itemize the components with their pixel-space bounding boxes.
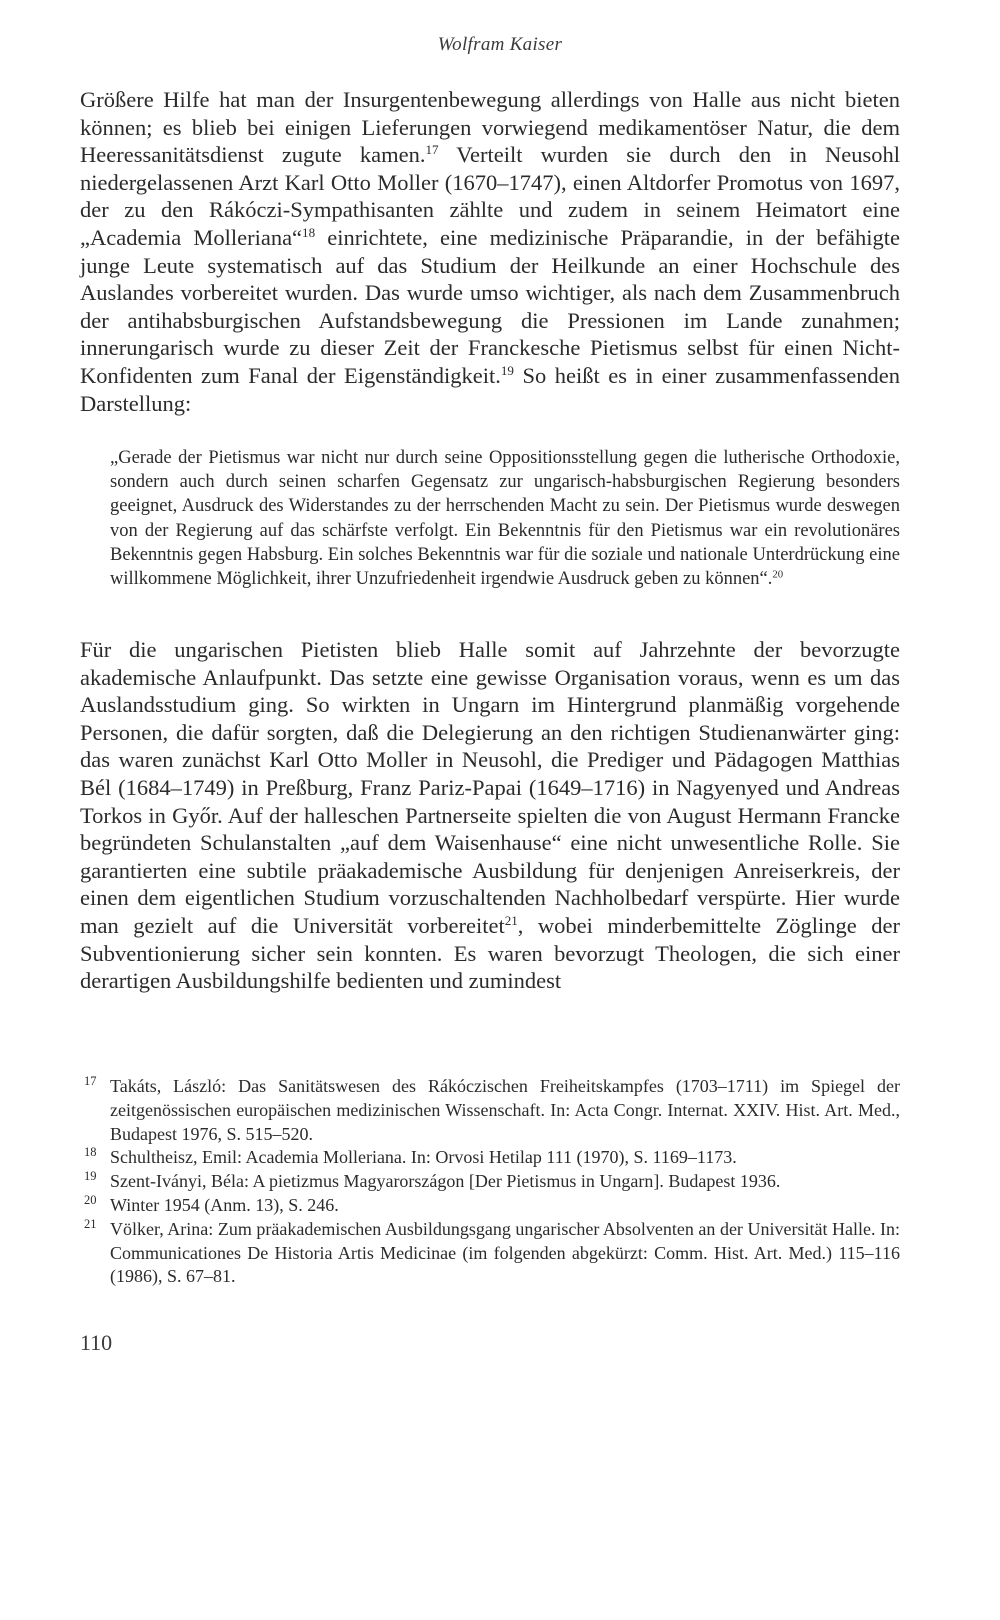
footnotes-section	[80, 1075, 900, 1289]
footnote-ref-19[interactable]: 19	[500, 362, 514, 378]
footnote-number: 19	[84, 1169, 97, 1184]
paragraph-text: Verteilt wurden sie durch den in Neusohl niedergelassenen Arzt Karl Otto Moller (1670–1747), einen Altdorfer Promotus von 1697, der zu den Rákóczi-Sympathisanten zählte und zudem in seinem Heimatort eine „Academia Molleriana“	[80, 142, 900, 250]
body-paragraph-1	[80, 86, 900, 417]
footnote-text: Schultheisz, Emil: Academia Molleriana. In: Orvosi Hetilap 111 (1970), S. 1169–1173.	[110, 1147, 737, 1168]
footnote-ref-17[interactable]: 17	[425, 142, 439, 158]
running-header	[0, 34, 1000, 56]
footnote-20	[80, 1194, 900, 1218]
footnote-ref-18[interactable]: 18	[302, 224, 316, 240]
footnote-text: Winter 1954 (Anm. 13), S. 246.	[110, 1194, 339, 1215]
footnote-number: 20	[84, 1192, 97, 1207]
running-header-author: Wolfram Kaiser	[437, 34, 563, 55]
footnote-number: 18	[84, 1145, 97, 1160]
footnote-text: Szent-Iványi, Béla: A pietizmus Magyarországon [Der Pietismus in Ungarn]. Budapest 1936.	[110, 1171, 781, 1192]
block-quote	[110, 446, 900, 591]
paragraph-text: Größere Hilfe hat man der Insurgentenbewegung allerdings von Halle aus nicht bieten können; es blieb bei einigen Lieferungen vorwiegend medikamentöser Natur, die dem Heeressanitätsdienst zugute kamen.	[80, 87, 900, 168]
paragraph-text: Für die ungarischen Pietisten blieb Halle somit auf Jahrzehnte der bevorzugte akademische Anlaufpunkt. Das setzte eine gewisse Organisation voraus, wenn es um das Auslandsstudium ging. So wirkten in Ungarn im Hintergrund planmäßig vorgehende Personen, die dafür sorgten, daß die Delegierung an den richtigen Studienanwärter ging: das waren zunächst Karl Otto Moller in Neusohl, die Prediger und Pädagogen Matthias Bél (1684–1749) in Preßburg, Franz Pariz-Papai (1649–1716) in Nagyenyed und Andreas Torkos in Győr. Auf der halleschen Partnerseite spielten die von August Hermann Francke begründeten Schulanstalten „auf dem Waisenhause“ eine nicht unwesentliche Rolle. Sie garantierten eine subtile präakademische Ausbildung für denjenigen Anreiserkreis, der einen dem eigentlichen Studium vorzuschaltenden Nachholbedarf verspürte. Hier wurde man gezielt auf die Universität vorbereitet	[80, 637, 900, 938]
page-number: 110	[80, 1330, 113, 1355]
footnote-19	[80, 1170, 900, 1194]
quote-text: „Gerade der Pietismus war nicht nur durch seine Oppositionsstellung gegen die lutherische Orthodoxie, sondern auch durch seinen scharfen Gegensatz zur ungarisch-habsburgischen Regierung besonders geeignet, Ausdruck des Widerstandes zu der herrschenden Macht zu sein. Der Pietismus wurde deswegen von der Regierung auf das schärfste verfolgt. Ein Bekenntnis für den Pietismus war ein revolutionäres Bekenntnis gegen Habsburg. Ein solches Bekenntnis war für die soziale und nationale Unterdrückung eine willkommene Möglichkeit, ihrer Unzufriedenheit irgendwie Ausdruck geben zu können“.	[110, 448, 900, 590]
footnote-number: 17	[84, 1074, 97, 1088]
footnote-17	[80, 1075, 900, 1146]
footnote-21	[80, 1218, 900, 1289]
paragraph-text: einrichtete, eine medizinische Präparandie, in der befähigte junge Leute systematisch auf das Studium der Heilkunde an einer Hochschule des Auslandes vorbereitet wurden. Das wurde umso wichtiger, als nach dem Zusammenbruch der antihabsburgischen Aufstandsbewegung die Pressionen im Lande zunahmen; innerungarisch wurde zu dieser Zeit der Franckesche Pietismus selbst für einen Nicht-Konfidenten zum Fanal der Eigenständigkeit.	[80, 224, 900, 388]
footnote-text: Takáts, László: Das Sanitätswesen des Rákóczischen Freiheitskampfes (1703–1711) im Spiegel der zeitgenössischen europäischen medizinischen Wissenschaft. In: Acta Congr. Internat. XXIV. Hist. Art. Med., Budapest 1976, S. 515–520.	[110, 1076, 900, 1144]
footnote-18	[80, 1146, 900, 1170]
footnote-text: Völker, Arina: Zum präakademischen Ausbildungsgang ungarischer Absolventen an der Universität Halle. In: Communicationes De Historia Artis Medicinae (im folgenden abgekürzt: Comm. Hist. Art. Med.) 115–116 (1986), S. 67–81.	[110, 1218, 900, 1287]
paragraph-text: So heißt es in einer zusammenfassenden Darstellung:	[80, 362, 901, 416]
paragraph-text: , wobei minderbemittelte Zöglinge der Subventionierung sicher sein konnten. Es waren bevorzugt Theologen, die sich einer derartigen Ausbildungshilfe bedienten und zumindest	[80, 912, 900, 994]
body-paragraph-2	[80, 636, 900, 995]
footnote-ref-20[interactable]: 20	[772, 568, 784, 581]
footnote-number: 21	[84, 1216, 97, 1231]
footnote-ref-21[interactable]: 21	[504, 912, 518, 928]
